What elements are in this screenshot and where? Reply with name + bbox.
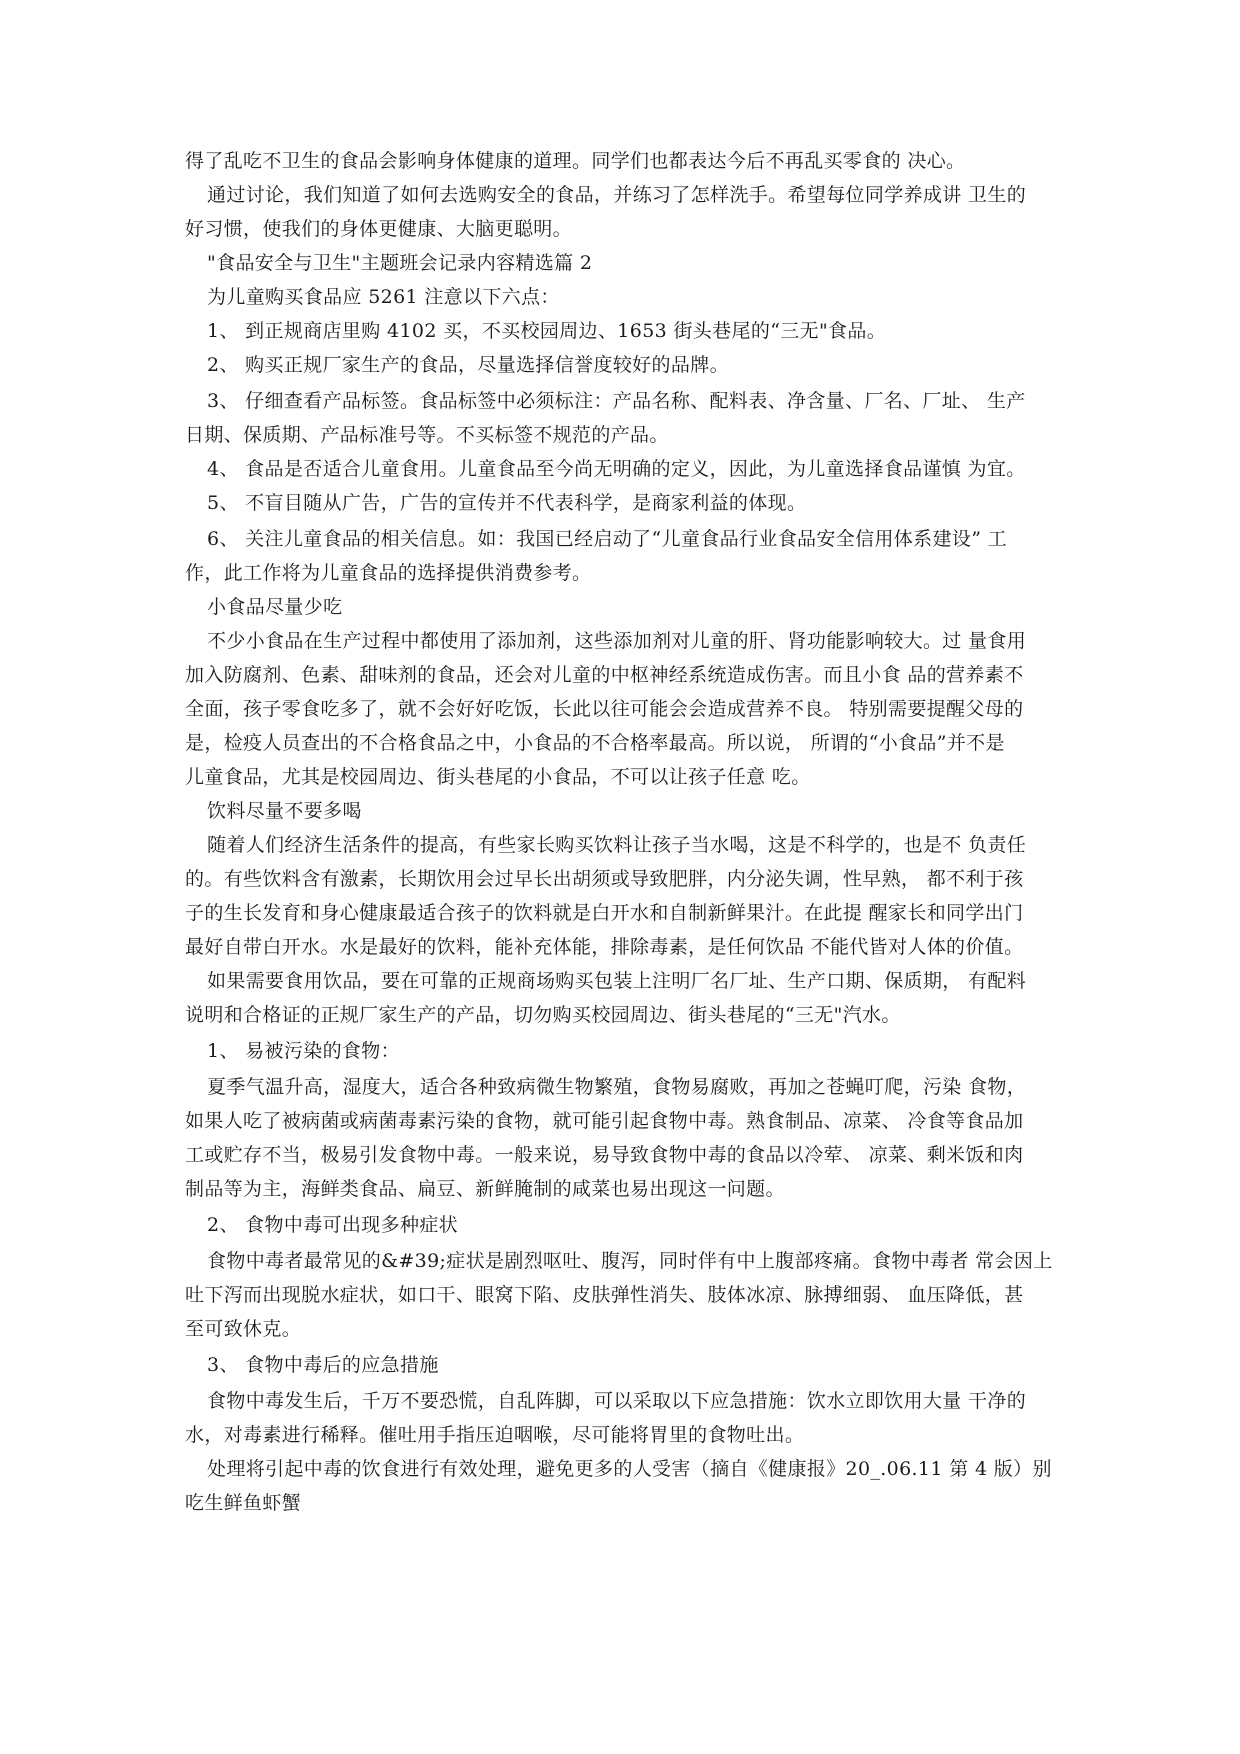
text-line: 好习惯，使我们的身体更健康、大脑更聪明。 xyxy=(185,218,573,240)
list-item: 3、 仔细查看产品标签。食品标签中必须标注：产品名称、配料表、净含量、厂名、厂址、 生产 xyxy=(207,390,1026,412)
text-line: 食物中毒者最常见的&#39;症状是剧烈呕吐、腹泻，同时伴有中上腹部疼痛。食物中毒者 常会因上 xyxy=(207,1250,1053,1272)
text-line: 加入防腐剂、色素、甜味剂的食品，还会对儿童的中枢神经系统造成伤害。而且小食 品的营养素不 xyxy=(185,664,1024,686)
list-item: 5、 不盲目随从广告，广告的宣传并不代表科学，是商家利益的体现。 xyxy=(207,492,807,514)
text-line: 日期、保质期、产品标准号等。不买标签不规范的产品。 xyxy=(185,424,669,446)
text-line: 说明和合格证的正规厂家生产的产品，切勿购买校园周边、街头巷尾的“三无"汽水。 xyxy=(185,1004,901,1026)
text-line: 的。有些饮料含有激素，长期饮用会过早长出胡须或导致肥胖，内分泌失调，性早熟， 都不利于孩 xyxy=(185,868,1024,890)
text-line: 水，对毒素进行稀释。催吐用手指压迫咽喉，尽可能将胃里的食物吐出。 xyxy=(185,1424,805,1446)
list-item: 2、 购买正规厂家生产的食品，尽量选择信誉度较好的品牌。 xyxy=(207,354,729,376)
text-line: 作，此工作将为儿童食品的选择提供消费参考。 xyxy=(185,562,592,584)
text-line: 儿童食品，尤其是校园周边、街头巷尾的小食品，不可以让孩子任意 吃。 xyxy=(185,766,811,788)
section-heading: 饮料尽量不要多喝 xyxy=(207,800,362,822)
text-line: 得了乱吃不卫生的食品会影响身体健康的道理。同学们也都表达今后不再乱买零食的 决心。 xyxy=(185,150,966,172)
text-line: 最好自带白开水。水是最好的饮料，能补充体能，排除毒素，是任何饮品 不能代皆对人体的价值。 xyxy=(185,936,1024,958)
text-line: 全面，孩子零食吃多了，就不会好好吃饭，长此以往可能会会造成营养不良。 特别需要提醒父母的 xyxy=(185,698,1024,720)
text-line: 工或贮存不当，极易引发食物中毒。一般来说，易导致食物中毒的食品以冷荤、 凉菜、剩米饭和肉 xyxy=(185,1144,1024,1166)
list-item: 1、 易被污染的食物： xyxy=(207,1040,400,1062)
text-line: 不少小食品在生产过程中都使用了添加剂，这些添加剂对儿童的肝、肾功能影响较大。过 量食用 xyxy=(207,630,1027,652)
text-line: 吐下泻而出现脱水症状，如口干、眼窝下陷、皮肤弹性消失、肢体冰凉、脉搏细弱、 血压降低，甚 xyxy=(185,1284,1024,1306)
list-item: 4、 食品是否适合儿童食用。儿童食品至今尚无明确的定义，因此，为儿童选择食品谨慎 为宜。 xyxy=(207,458,1026,480)
text-line: 制品等为主，海鲜类食品、扁豆、新鲜腌制的咸菜也易出现这一问题。 xyxy=(185,1178,785,1200)
text-line: 如果人吃了被病菌或病菌毒素污染的食物，就可能引起食物中毒。熟食制品、凉菜、 冷食等食品加 xyxy=(185,1110,1024,1132)
list-item: 3、 食物中毒后的应急措施 xyxy=(207,1354,439,1376)
text-line: 至可致休克。 xyxy=(185,1318,302,1340)
text-line: 为儿童购买食品应 5261 注意以下六点： xyxy=(207,286,560,308)
text-line: 夏季气温升高，湿度大，适合各种致病微生物繁殖，食物易腐败，再加之苍蝇叮爬，污染 食物， xyxy=(207,1076,1027,1098)
list-item: 2、 食物中毒可出现多种症状 xyxy=(207,1214,459,1236)
list-item: 6、 关注儿童食品的相关信息。如：我国已经启动了“儿童食品行业食品安全信用体系建设” 工 xyxy=(207,528,1007,550)
list-item: 1、 到正规商店里购 4102 买，不买校园周边、1653 街头巷尾的“三无"食品。 xyxy=(207,320,887,342)
text-line: 是，检疫人员查出的不合格食品之中，小食品的不合格率最高。所以说， 所谓的“小食品”并不是 xyxy=(185,732,1005,754)
text-line: 如果需要食用饮品，要在可靠的正规商场购买包装上注明厂名厂址、生产口期、保质期， 有配料 xyxy=(207,970,1027,992)
text-line: 子的生长发育和身心健康最适合孩子的饮料就是白开水和自制新鲜果汁。在此提 醒家长和同学出门 xyxy=(185,902,1024,924)
text-line: 食物中毒发生后，千万不要恐慌，自乱阵脚，可以采取以下应急措施：饮水立即饮用大量 干净的 xyxy=(207,1390,1027,1412)
text-line: 随着人们经济生活条件的提高，有些家长购买饮料让孩子当水喝，这是不科学的，也是不 负责任 xyxy=(207,834,1027,856)
text-line: 吃生鲜鱼虾蟹 xyxy=(185,1492,302,1514)
section-heading: "食品安全与卫生"主题班会记录内容精选篇 2 xyxy=(207,252,593,274)
text-line: 处理将引起中毒的饮食进行有效处理，避免更多的人受害（摘自《健康报》20_.06.11 第 4 版）别 xyxy=(207,1458,1052,1480)
text-line: 通过讨论，我们知道了如何去选购安全的食品，并练习了怎样洗手。希望每位同学养成讲 卫生的 xyxy=(207,184,1027,206)
section-heading: 小食品尽量少吃 xyxy=(207,596,343,618)
